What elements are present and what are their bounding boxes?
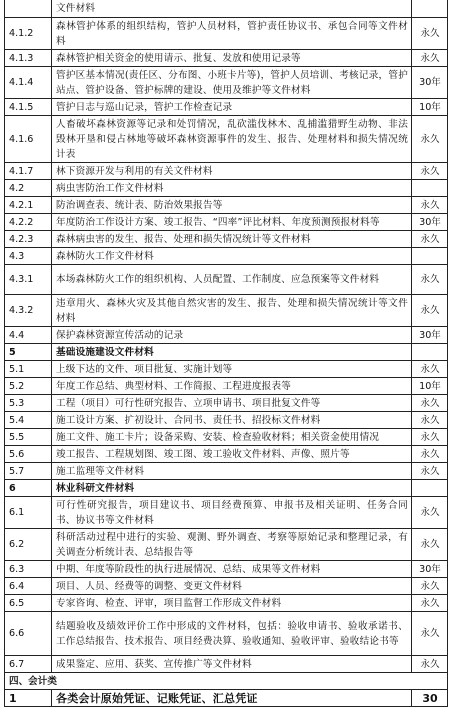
row-description: 各类会计原始凭证、记账凭证、汇总凭证 xyxy=(52,689,412,706)
row-code: 5.3 xyxy=(5,394,52,411)
row-retention-period: 30年 xyxy=(412,66,448,98)
row-description: 林业科研文件材料 xyxy=(52,479,412,496)
table-row xyxy=(5,115,448,162)
table-row xyxy=(5,196,448,213)
table-row xyxy=(5,230,448,247)
row-code: 5.7 xyxy=(5,462,52,479)
row-code: 6 xyxy=(5,479,52,496)
row-retention-period: 永久 xyxy=(412,394,448,411)
table-row xyxy=(5,49,448,66)
row-code: 4.2 xyxy=(5,179,52,196)
row-code: 4.1.4 xyxy=(5,66,52,98)
row-description: 项目、人员、经费等的调整、变更文件材料 xyxy=(52,577,412,594)
table-row xyxy=(5,479,448,496)
table-row xyxy=(5,294,448,326)
table-row xyxy=(5,577,448,594)
row-retention-period: 30 xyxy=(412,689,448,706)
row-code: 4.3 xyxy=(5,247,52,264)
row-description: 科研活动过程中进行的实验、观测、野外调查、考察等原始记录和整理记录，有关调查分析统计表、总结报告等 xyxy=(52,528,412,560)
row-code: 4.2.3 xyxy=(5,230,52,247)
row-description: 结题验收及绩效评价工作中形成的文件材料，包括：验收申请书、验收承诺书、工作总结报告、技术报告、项目经费决算、验收通知、验收评审、验收结论书等 xyxy=(52,611,412,655)
row-retention-period: 永久 xyxy=(412,496,448,528)
row-description: 本场森林防火工作的组织机构、人员配置、工作制度、应急预案等文件材料 xyxy=(52,264,412,294)
table-row xyxy=(5,360,448,377)
table-row xyxy=(5,672,448,689)
row-code: 6.3 xyxy=(5,560,52,577)
row-code: 4.1.3 xyxy=(5,49,52,66)
table-row xyxy=(5,377,448,394)
row-description: 防治调查表、统计表、防治效果报告等 xyxy=(52,196,412,213)
row-description: 违章用火、森林火灾及其他自然灾害的发生、报告、处理和损失情况统计等文件材料 xyxy=(52,294,412,326)
row-retention-period: 永久 xyxy=(412,594,448,611)
row-retention-period: 永久 xyxy=(412,49,448,66)
table-row xyxy=(5,528,448,560)
row-retention-period: 永久 xyxy=(412,577,448,594)
table-row xyxy=(5,162,448,179)
row-description: 竣工报告、工程规划图、竣工图、竣工验收文件材料、声像、照片等 xyxy=(52,445,412,462)
row-retention-period: 永久 xyxy=(412,230,448,247)
row-description: 森林防火工作文件材料 xyxy=(52,247,412,264)
retention-table xyxy=(4,0,448,707)
table-row xyxy=(5,428,448,445)
table-row xyxy=(5,326,448,343)
row-description: 中期、年度等阶段性的执行进展情况、总结、成果等文件材料 xyxy=(52,560,412,577)
row-retention-period xyxy=(412,479,448,496)
row-code: 5.5 xyxy=(5,428,52,445)
row-retention-period: 永久 xyxy=(412,360,448,377)
row-retention-period xyxy=(412,179,448,196)
row-code: 5.4 xyxy=(5,411,52,428)
row-retention-period: 永久 xyxy=(412,462,448,479)
row-description: 施工监理等文件材料 xyxy=(52,462,412,479)
row-description: 文件材料 xyxy=(52,0,412,17)
row-description: 专家咨询、检查、评审，项目监督工作形成文件材料 xyxy=(52,594,412,611)
row-code: 4.1.2 xyxy=(5,17,52,49)
table-row xyxy=(5,445,448,462)
row-code: 6.7 xyxy=(5,655,52,672)
row-code: 1 xyxy=(5,689,52,706)
row-retention-period: 永久 xyxy=(412,528,448,560)
table-row xyxy=(5,611,448,655)
retention-table-body xyxy=(5,0,448,706)
row-description: 森林管护相关资金的使用请示、批复、发放和使用记录等 xyxy=(52,49,412,66)
table-row xyxy=(5,394,448,411)
row-code: 5.6 xyxy=(5,445,52,462)
row-code: 4.3.1 xyxy=(5,264,52,294)
row-retention-period: 永久 xyxy=(412,428,448,445)
row-retention-period: 30年 xyxy=(412,560,448,577)
row-description: 施工文件、施工卡片；设备采购、安装、检查验收材料；相关资金使用情况 xyxy=(52,428,412,445)
row-retention-period: 10年 xyxy=(412,377,448,394)
row-code: 6.5 xyxy=(5,594,52,611)
row-description: 年度工作总结、典型材料、工作简报、工程进度报表等 xyxy=(52,377,412,394)
row-retention-period: 永久 xyxy=(412,445,448,462)
table-row xyxy=(5,655,448,672)
row-retention-period: 永久 xyxy=(412,162,448,179)
table-row xyxy=(5,66,448,98)
row-retention-period: 永久 xyxy=(412,294,448,326)
row-description: 保护森林资源宣传活动的记录 xyxy=(52,326,412,343)
row-code: 6.6 xyxy=(5,611,52,655)
table-row xyxy=(5,496,448,528)
row-code: 4.1.5 xyxy=(5,98,52,115)
table-row xyxy=(5,17,448,49)
row-retention-period: 10年 xyxy=(412,98,448,115)
table-row xyxy=(5,0,448,17)
row-retention-period: 30年 xyxy=(412,213,448,230)
row-code xyxy=(5,0,52,17)
row-description: 病虫害防治工作文件材料 xyxy=(52,179,412,196)
row-description: 成果鉴定、应用、获奖、宣传推广等文件材料 xyxy=(52,655,412,672)
row-code: 6.2 xyxy=(5,528,52,560)
table-row xyxy=(5,247,448,264)
table-row xyxy=(5,462,448,479)
table-row xyxy=(5,689,448,706)
row-description: 管护日志与巡山记录，管护工作检查记录 xyxy=(52,98,412,115)
row-code: 6.4 xyxy=(5,577,52,594)
row-code: 4.1.6 xyxy=(5,115,52,162)
row-description: 上级下达的文件、项目批复、实施计划等 xyxy=(52,360,412,377)
row-retention-period xyxy=(412,0,448,17)
row-description: 工程（项目）可行性研究报告、立项申请书、项目批复文件等 xyxy=(52,394,412,411)
row-description: 管护区基本情况(责任区、分布图、小班卡片等)，管护人员培训、考核记录，管护站点、管护设备、管护标牌的建设、使用及维护等文件材料 xyxy=(52,66,412,98)
row-code: 4.4 xyxy=(5,326,52,343)
row-retention-period: 永久 xyxy=(412,17,448,49)
row-code: 4.2.1 xyxy=(5,196,52,213)
row-retention-period: 30年 xyxy=(412,326,448,343)
row-code: 5 xyxy=(5,343,52,360)
table-row xyxy=(5,98,448,115)
row-description: 人畜破坏森林资源等记录和处罚情况，乱砍滥伐林木、乱捕滥猎野生动物、非法毁林开垦和侵占林地等破坏森林资源事件的发生、报告、处理材料和损失情况统计表 xyxy=(52,115,412,162)
row-retention-period xyxy=(412,247,448,264)
table-row xyxy=(5,213,448,230)
row-retention-period xyxy=(412,343,448,360)
row-description: 林下资源开发与利用的有关文件材料 xyxy=(52,162,412,179)
row-description: 可行性研究报告，项目建议书、项目经费预算、申报书及相关证明、任务合同书、协议书等文件材料 xyxy=(52,496,412,528)
row-retention-period: 永久 xyxy=(412,655,448,672)
row-retention-period: 永久 xyxy=(412,196,448,213)
table-row xyxy=(5,179,448,196)
row-retention-period: 永久 xyxy=(412,411,448,428)
table-row xyxy=(5,411,448,428)
row-description: 森林管护体系的组织结构，管护人员材料，管护责任协议书、承包合同等文件材料 xyxy=(52,17,412,49)
table-row xyxy=(5,343,448,360)
row-description: 施工设计方案、扩初设计、合同书、责任书、招投标文件材料 xyxy=(52,411,412,428)
row-code: 6.1 xyxy=(5,496,52,528)
row-code: 4.1.7 xyxy=(5,162,52,179)
row-code: 4.3.2 xyxy=(5,294,52,326)
table-row xyxy=(5,560,448,577)
row-description: 基础设施建设文件材料 xyxy=(52,343,412,360)
row-retention-period: 永久 xyxy=(412,264,448,294)
row-description: 年度防治工作设计方案、竣工报告、“四率”评比材料、年度预测预报材料等 xyxy=(52,213,412,230)
row-code: 5.2 xyxy=(5,377,52,394)
section-heading: 四、会计类 xyxy=(5,672,448,689)
row-description: 森林病虫害的发生、报告、处理和损失情况统计等文件材料 xyxy=(52,230,412,247)
row-code: 4.2.2 xyxy=(5,213,52,230)
row-retention-period: 永久 xyxy=(412,611,448,655)
table-row xyxy=(5,264,448,294)
row-retention-period: 永久 xyxy=(412,115,448,162)
table-row xyxy=(5,594,448,611)
row-code: 5.1 xyxy=(5,360,52,377)
